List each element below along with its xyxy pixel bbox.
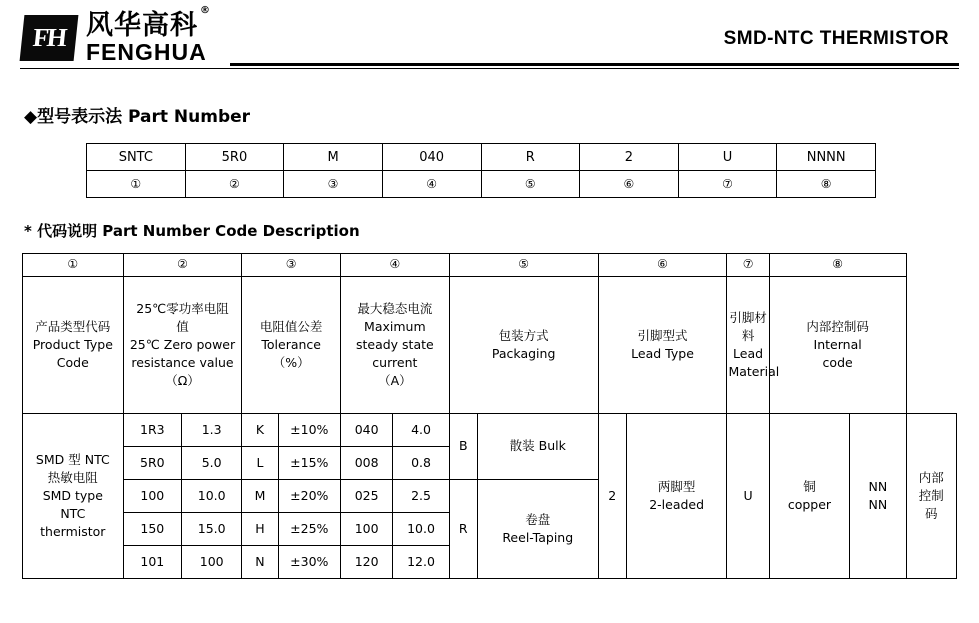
header-line: （A） xyxy=(378,373,412,389)
cell-tolerance-value: ±10% xyxy=(278,414,340,447)
part-number-markers-row xyxy=(87,171,876,198)
cell-current-code: 008 xyxy=(341,447,393,480)
header-tolerance xyxy=(242,277,341,414)
packaging-line: Reel-Taping xyxy=(502,530,574,545)
part-number-marker: ⑤ xyxy=(481,171,580,198)
header-line: code xyxy=(822,355,853,371)
product-type-line: SMD type xyxy=(42,487,103,503)
part-number-marker: ⑥ xyxy=(580,171,679,198)
header-line: 内部控制码 xyxy=(806,318,869,334)
cell-product-type xyxy=(23,414,124,579)
header-line: （%） xyxy=(272,355,310,371)
cell-resistance-value: 10.0 xyxy=(181,480,241,513)
lead-type-line: 2-leaded xyxy=(649,497,705,512)
header-resistance xyxy=(123,277,242,414)
cell-current-value: 2.5 xyxy=(393,480,449,513)
header-rule-thick xyxy=(230,63,959,66)
marker-cell-3: ③ xyxy=(242,254,341,277)
cell-current-code: 040 xyxy=(341,414,393,447)
product-type-line: thermistor xyxy=(40,524,106,540)
header-line: 值 xyxy=(176,318,189,334)
header-line: 引脚型式 xyxy=(637,327,688,343)
logo-chinese-name xyxy=(86,5,211,41)
code-description-heading: * 代码说明 Part Number Code Description xyxy=(24,222,360,240)
cell-current-value: 12.0 xyxy=(393,546,449,579)
lead-type-line: 两脚型 xyxy=(657,478,696,494)
registered-trademark-icon: ® xyxy=(200,5,211,16)
page-title: SMD-NTC THERMISTOR xyxy=(723,28,949,49)
internal-code-desc-line: 码 xyxy=(925,506,938,522)
header-line: current xyxy=(372,355,418,371)
cell-current-value: 0.8 xyxy=(393,447,449,480)
header-line: Maximum xyxy=(364,318,426,334)
logo-text xyxy=(86,5,211,65)
cell-current-code: 025 xyxy=(341,480,393,513)
header-line: 产品类型代码 xyxy=(35,318,111,334)
internal-code-desc-line: 控制 xyxy=(918,487,944,503)
header-line: Packaging xyxy=(491,346,556,361)
product-type-line: SMD 型 NTC xyxy=(35,451,110,467)
header-line: Lead xyxy=(733,346,764,361)
lead-material-line: 铜 xyxy=(803,478,816,494)
cell-tolerance-value: ±30% xyxy=(278,546,340,579)
cell-current-value: 4.0 xyxy=(393,414,449,447)
cell-tolerance-code: N xyxy=(242,546,278,579)
marker-cell-5: ⑤ xyxy=(449,254,598,277)
header-row xyxy=(23,277,957,414)
cell-resistance-code: 101 xyxy=(123,546,181,579)
part-number-value: SNTC xyxy=(87,144,186,171)
company-logo xyxy=(22,5,211,65)
cell-resistance-code: 5R0 xyxy=(123,447,181,480)
cell-tolerance-code: M xyxy=(242,480,278,513)
part-number-marker: ① xyxy=(87,171,186,198)
header-line: （Ω） xyxy=(165,373,200,389)
part-number-value: 2 xyxy=(580,144,679,171)
header-current xyxy=(341,277,450,414)
header-line: 最大稳态电流 xyxy=(357,300,433,316)
header-product-type xyxy=(23,277,124,414)
cell-resistance-value: 5.0 xyxy=(181,447,241,480)
part-number-table xyxy=(86,143,876,198)
cell-packaging-code: B xyxy=(449,414,477,480)
lead-material-line: copper xyxy=(787,497,832,512)
marker-cell-8: ⑧ xyxy=(769,254,906,277)
header-lead-material xyxy=(727,277,780,414)
header-lead-type xyxy=(598,277,727,414)
product-type-line: 热敏电阻 xyxy=(47,469,98,485)
cell-current-value: 10.0 xyxy=(393,513,449,546)
header-line: Lead Type xyxy=(631,346,694,361)
part-number-value: 5R0 xyxy=(185,144,284,171)
header-line: Code xyxy=(56,355,89,371)
marker-row xyxy=(23,254,957,277)
cell-resistance-code: 1R3 xyxy=(123,414,181,447)
marker-cell-7: ⑦ xyxy=(727,254,769,277)
cell-tolerance-value: ±15% xyxy=(278,447,340,480)
internal-code-desc-line: 内部 xyxy=(918,469,944,485)
cell-lead-type-code: 2 xyxy=(598,414,626,579)
header-line: 引脚材料 xyxy=(729,309,767,343)
cell-tolerance-value: ±20% xyxy=(278,480,340,513)
part-number-value: 040 xyxy=(382,144,481,171)
cell-internal-code xyxy=(850,414,906,579)
logo-english-name: FENGHUA xyxy=(86,39,207,65)
page-header xyxy=(0,0,979,72)
packaging-line: 卷盘 xyxy=(525,511,551,527)
header-line: 包装方式 xyxy=(498,327,549,343)
header-line: Tolerance xyxy=(261,336,321,352)
header-internal-code xyxy=(769,277,906,414)
part-number-value: U xyxy=(678,144,777,171)
cell-current-code: 100 xyxy=(341,513,393,546)
marker-cell-1: ① xyxy=(23,254,124,277)
header-line: Material xyxy=(728,364,780,380)
part-number-value: NNNN xyxy=(777,144,876,171)
marker-cell-2: ② xyxy=(123,254,242,277)
part-number-marker: ⑦ xyxy=(678,171,777,198)
cell-tolerance-code: L xyxy=(242,447,278,480)
part-number-heading: ◆型号表示法 Part Number xyxy=(24,107,251,127)
product-type-line: NTC xyxy=(60,506,86,522)
part-number-values-row xyxy=(87,144,876,171)
header-line: resistance value xyxy=(131,355,234,371)
part-number-value: M xyxy=(284,144,383,171)
cell-packaging-code: R xyxy=(449,480,477,579)
header-rule-thin xyxy=(20,68,959,69)
cell-current-code: 120 xyxy=(341,546,393,579)
cell-resistance-value: 100 xyxy=(181,546,241,579)
header-line: 25℃ Zero power xyxy=(129,336,236,352)
marker-cell-6: ⑥ xyxy=(598,254,727,277)
cell-lead-type-value xyxy=(626,414,727,579)
cell-resistance-value: 15.0 xyxy=(181,513,241,546)
cell-tolerance-code: K xyxy=(242,414,278,447)
table-row xyxy=(23,414,957,447)
part-number-marker: ④ xyxy=(382,171,481,198)
header-line: steady state xyxy=(355,336,434,352)
part-number-value: R xyxy=(481,144,580,171)
cell-resistance-code: 100 xyxy=(123,480,181,513)
header-line: Internal xyxy=(813,336,862,352)
logo-chinese-text: 风华高科 xyxy=(86,10,198,41)
internal-code-line: NN xyxy=(868,478,888,494)
code-description-table xyxy=(22,253,957,579)
cell-lead-material-value xyxy=(769,414,850,579)
marker-cell-4: ④ xyxy=(341,254,450,277)
part-number-marker: ③ xyxy=(284,171,383,198)
part-number-marker: ⑧ xyxy=(777,171,876,198)
header-line: 电阻值公差 xyxy=(259,318,323,334)
internal-code-line: NN xyxy=(868,497,888,512)
cell-tolerance-code: H xyxy=(242,513,278,546)
cell-resistance-value: 1.3 xyxy=(181,414,241,447)
logo-mark-icon: FH xyxy=(20,15,79,61)
header-packaging xyxy=(449,277,598,414)
header-line: Product Type xyxy=(32,336,113,352)
header-line: 25℃零功率电阻 xyxy=(136,300,229,316)
cell-resistance-code: 150 xyxy=(123,513,181,546)
cell-packaging-value: 散装 Bulk xyxy=(477,414,598,480)
cell-internal-code-desc xyxy=(906,414,956,579)
cell-packaging-value xyxy=(477,480,598,579)
cell-lead-material-code: U xyxy=(727,414,769,579)
cell-tolerance-value: ±25% xyxy=(278,513,340,546)
part-number-marker: ② xyxy=(185,171,284,198)
